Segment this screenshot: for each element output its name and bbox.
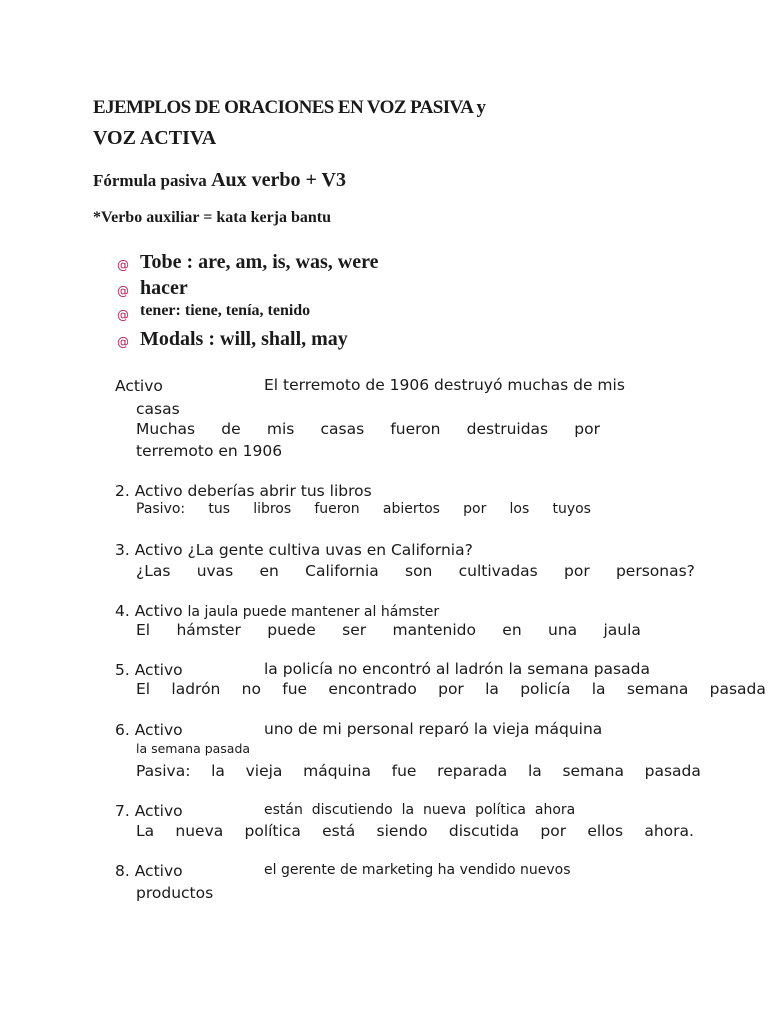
- aux-note: *Verbo auxiliar = kata kerja bantu: [93, 209, 332, 226]
- word: puede: [267, 621, 316, 639]
- word: fueron: [390, 420, 441, 438]
- formula-line: [93, 169, 346, 192]
- example-1-passive-cont: terremoto en 1906: [136, 442, 283, 460]
- example-2-passive: [136, 501, 591, 517]
- word: destruidas: [466, 420, 549, 438]
- example-1-label: Activo: [115, 377, 163, 395]
- bullet-icon: @: [117, 284, 129, 298]
- word: ¿Las: [136, 562, 171, 580]
- word: política: [244, 822, 301, 840]
- word: El: [136, 680, 151, 698]
- list-item-tener: tener: tiene, tenía, tenido: [140, 302, 311, 319]
- example-8-active: el gerente de marketing ha vendido nuevos: [264, 862, 571, 878]
- bullet-icon: @: [117, 258, 129, 272]
- word: la: [485, 680, 499, 698]
- word: fue: [391, 762, 417, 780]
- word: vieja: [245, 762, 283, 780]
- word: en: [502, 621, 522, 639]
- word: La: [136, 822, 155, 840]
- word: personas?: [615, 562, 695, 580]
- word: de: [221, 420, 241, 438]
- word: por: [463, 501, 487, 517]
- example-8-label: 8. Activo: [115, 862, 183, 880]
- word: la: [591, 680, 606, 698]
- example-4-active-line: [115, 601, 439, 620]
- word: encontrado: [328, 680, 417, 698]
- word: por: [574, 420, 600, 438]
- list-item-modals: Modals : will, shall, may: [140, 328, 348, 350]
- word: casas: [320, 420, 365, 438]
- bullet-icon: @: [117, 308, 129, 322]
- word: El: [136, 621, 151, 639]
- example-6-active: uno de mi personal reparó la vieja máquina: [264, 720, 603, 738]
- word: ellos: [587, 822, 624, 840]
- word: jaula: [603, 621, 641, 639]
- word: ladrón: [171, 680, 221, 698]
- example-4-label: 4. Activo: [115, 602, 188, 620]
- word: pasada: [709, 680, 766, 698]
- example-7-passive: [136, 822, 694, 840]
- word: cultivadas: [458, 562, 538, 580]
- word: la: [211, 762, 225, 780]
- word: Muchas: [136, 420, 196, 438]
- example-6-active-cont: la semana pasada: [136, 741, 251, 756]
- word: la: [527, 762, 542, 780]
- word: libros: [253, 501, 292, 517]
- word: siendo: [376, 822, 428, 840]
- word: una: [548, 621, 578, 639]
- word: pasada: [644, 762, 701, 780]
- example-4-active: la jaula puede mantener al hámster: [187, 604, 440, 620]
- example-4-passive: [136, 621, 641, 639]
- word: no: [241, 680, 261, 698]
- example-3-active: 3. Activo ¿La gente cultiva uvas en California?: [115, 541, 473, 559]
- word: por: [438, 680, 464, 698]
- example-3-passive: [136, 562, 695, 580]
- word: Pasivo:: [136, 501, 186, 517]
- word: por: [564, 562, 590, 580]
- word: en: [259, 562, 279, 580]
- word: California: [305, 562, 379, 580]
- example-1-active-cont: casas: [136, 400, 180, 418]
- list-item-tobe: Tobe : are, am, is, was, were: [140, 251, 379, 273]
- example-6-label: 6. Activo: [115, 721, 183, 739]
- word: Pasiva:: [136, 762, 191, 780]
- word: semana: [626, 680, 689, 698]
- example-1-passive: [136, 420, 600, 438]
- word: son: [405, 562, 433, 580]
- word: mis: [266, 420, 295, 438]
- formula-value: Aux verbo + V3: [211, 169, 346, 191]
- word: tus: [208, 501, 230, 517]
- example-5-label: 5. Activo: [115, 661, 183, 679]
- list-item-hacer: hacer: [140, 277, 188, 299]
- example-5-active: la policía no encontró al ladrón la semana pasada: [264, 660, 650, 678]
- word: por: [540, 822, 567, 840]
- word: tuyos: [552, 501, 591, 517]
- word: fue: [282, 680, 308, 698]
- word: discutida: [448, 822, 520, 840]
- example-5-passive: [136, 680, 766, 698]
- word: mantenido: [392, 621, 476, 639]
- example-6-passive: [136, 762, 701, 780]
- bullet-icon: @: [117, 335, 129, 349]
- word: fueron: [314, 501, 360, 517]
- word: abiertos: [382, 501, 440, 517]
- title-line-2: VOZ ACTIVA: [93, 127, 217, 149]
- word: hámster: [176, 621, 241, 639]
- word: nueva: [175, 822, 224, 840]
- example-7-label: 7. Activo: [115, 802, 183, 820]
- formula-label: Fórmula pasiva: [93, 171, 212, 190]
- example-8-active-cont: productos: [136, 884, 214, 902]
- word: está: [322, 822, 356, 840]
- word: máquina: [303, 762, 371, 780]
- example-7-active: están discutiendo la nueva política ahora: [264, 802, 576, 818]
- example-1-active: El terremoto de 1906 destruyó muchas de mis: [264, 376, 625, 394]
- word: uvas: [196, 562, 234, 580]
- word: los: [509, 501, 530, 517]
- word: ahora.: [644, 822, 694, 840]
- word: reparada: [437, 762, 508, 780]
- word: ser: [342, 621, 367, 639]
- title-line-1: EJEMPLOS DE ORACIONES EN VOZ PASIVA y: [93, 97, 486, 118]
- example-2-active: 2. Activo deberías abrir tus libros: [115, 482, 372, 500]
- word: policía: [520, 680, 571, 698]
- word: semana: [562, 762, 624, 780]
